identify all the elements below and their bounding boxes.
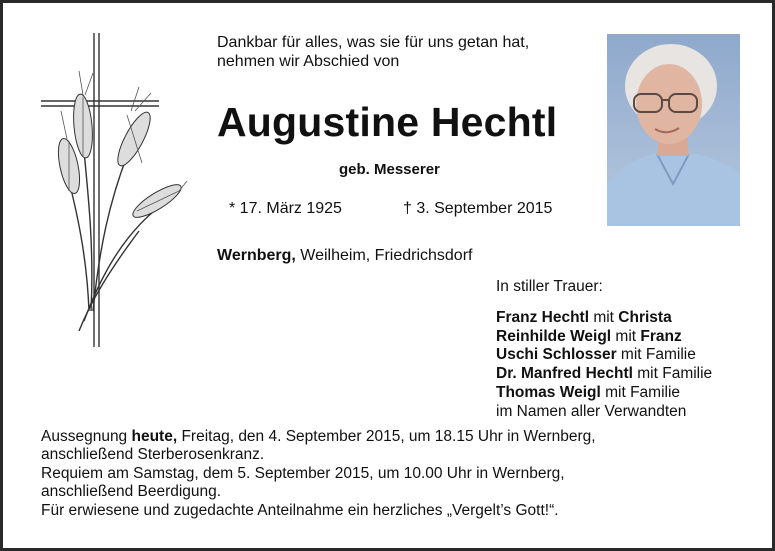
mourner-name: Thomas Weigl (496, 383, 601, 401)
funeral-line-5: Für erwiesene und zugedachte Anteilnahme ein herzliches „Vergelt’s Gott!“. (41, 501, 559, 519)
birth-date: * 17. März 1925 (229, 200, 342, 217)
mourner-connector: mit (589, 308, 619, 326)
mourner-partner: Franz (640, 327, 682, 345)
death-date: † 3. September 2015 (403, 200, 553, 217)
mourner-partner: Christa (618, 308, 672, 326)
deceased-name: Augustine Hechtl (217, 99, 558, 145)
mourner-row (496, 365, 712, 384)
mourner-connector: mit (611, 327, 641, 345)
intro-text (217, 33, 587, 71)
funeral-line-1-post: Freitag, den 4. September 2015, um 18.15 Uhr in Wernberg, (177, 428, 596, 445)
funeral-line-3: Requiem am Samstag, dem 5. September 2015, um 10.00 Uhr in Wernberg, (41, 464, 565, 482)
funeral-line-1-bold: heute, (131, 428, 178, 445)
place-main: Wernberg, (217, 247, 296, 264)
place-others: Weilheim, Friedrichsdorf (295, 247, 473, 264)
mourner-row (496, 346, 712, 365)
mourner-name: Uschi Schlosser (496, 346, 617, 364)
mourner-list (496, 309, 712, 403)
cross-with-wheat-icon (39, 31, 189, 356)
funeral-line-4: anschließend Beerdigung. (41, 483, 222, 501)
mourner-connector: mit Familie (600, 383, 681, 401)
mourners-block (496, 278, 712, 422)
mourner-name: Franz Hechtl (496, 308, 590, 326)
funeral-line-2: anschließend Sterberosenkranz. (41, 446, 265, 464)
intro-line-2: nehmen wir Abschied von (217, 53, 400, 70)
mourners-heading: In stiller Trauer: (496, 278, 603, 295)
mourner-row (496, 309, 712, 328)
maiden-name: geb. Messerer (339, 161, 440, 178)
mourner-name: Reinhilde Weigl (496, 327, 612, 345)
mourner-name: Dr. Manfred Hechtl (496, 365, 633, 383)
funeral-line-1-pre: Aussegnung (41, 428, 132, 445)
funeral-details (41, 428, 741, 520)
mourner-connector: mit Familie (632, 365, 713, 383)
mourners-closing: im Namen aller Verwandten (496, 402, 687, 420)
places-line (217, 247, 472, 265)
portrait-photo (607, 34, 740, 226)
mourner-row (496, 384, 712, 403)
intro-line-1: Dankbar für alles, was sie für uns getan hat, (217, 34, 530, 51)
mourner-connector: mit Familie (616, 346, 696, 364)
mourner-row (496, 328, 712, 347)
funeral-line-1 (41, 428, 741, 446)
